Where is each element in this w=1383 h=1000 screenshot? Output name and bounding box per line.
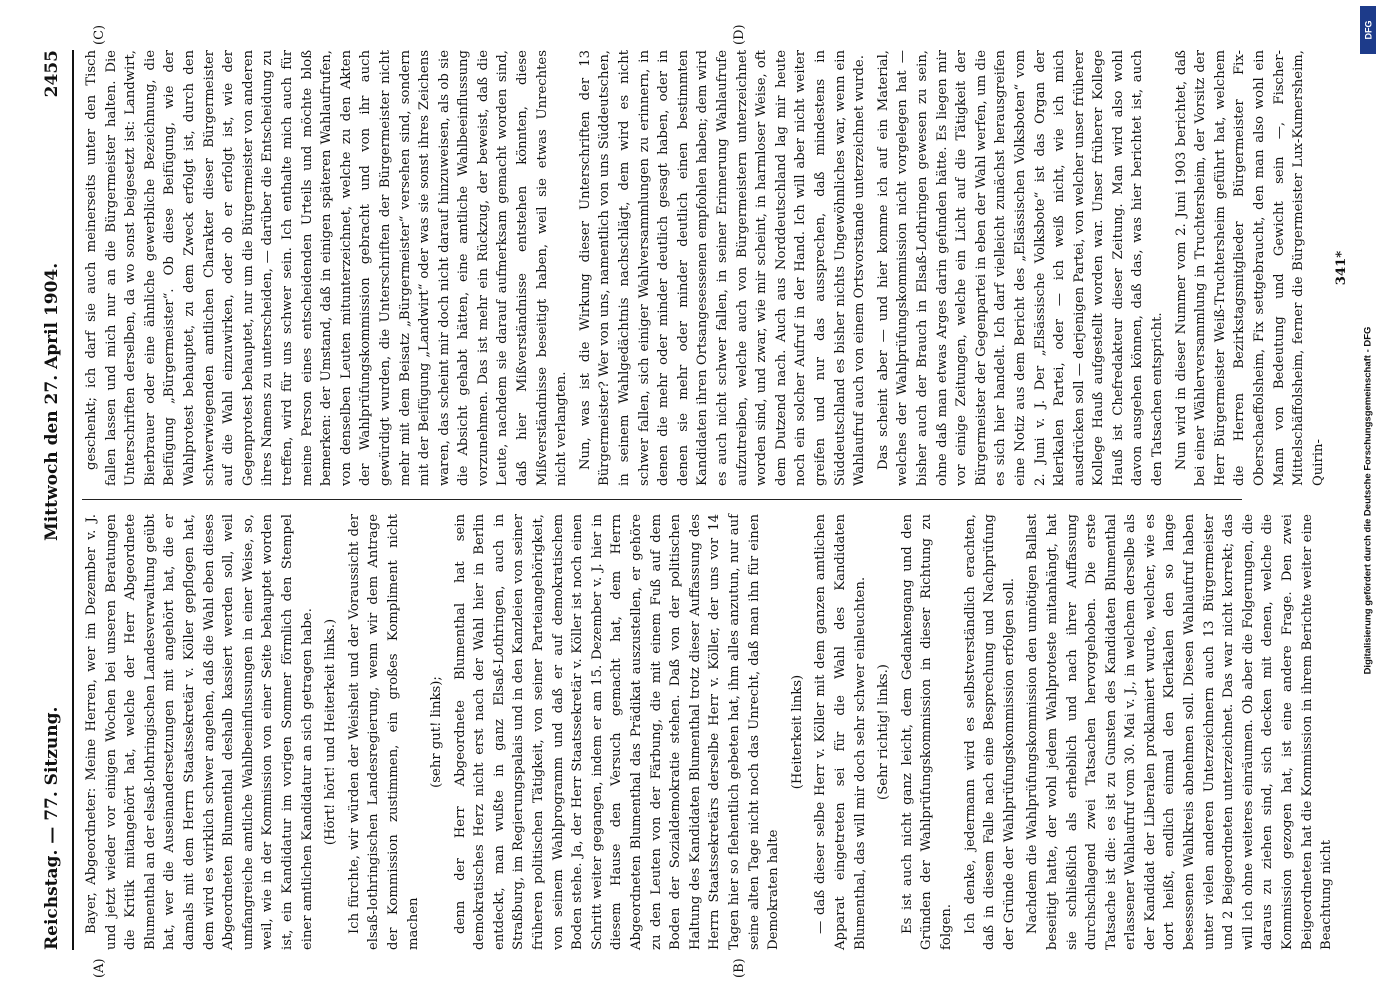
paragraph: — daß dieser selbe Herr v. Köller mit dem ganzen amtlichen Apparat eingetreten sei für die Wahl des Kandidaten Blumenthal, das will mir doch sehr schwer einleuchten. xyxy=(813,514,868,950)
left-column xyxy=(82,514,1335,950)
paragraph: Nun, was ist die Wirkung dieser Unterschriften der 13 Bürgermeister? Wer von uns, namentlich von uns Süddeutschen, in seinem Wahlgedächtnis nachschlägt, dem wird es nicht schwer fallen, sich einiger Wahlversammlungen zu erinnern, in denen die mehr oder minder deutlich gesagt haben, oder in denen sie mehr oder minder deutlich einen bestimmten Kandidaten ihren Ortsangesessenen empfohlen haben; dem wird es auch nicht schwer fallen, in seiner Erinnerung Wahlaufrufe aufzutreiben, welche auch von Bürgermeistern unterzeichnet worden sind, und zwar, wie mir scheint, in harmloser Weise, oft dem Dutzend nach. Auch aus Norddeutschland lag mir heute noch ein solcher Aufruf in der Hand. Ich will aber nicht weiter greifen und nur das aussprechen, daß mindestens in Süddeutschland es bisher nichts Ungewöhnliches war, wenn ein Wahlaufruf auch von einem Ortsvorstande unterzeichnet wurde. xyxy=(577,50,868,486)
text-columns xyxy=(82,50,1350,950)
paragraph: Nun wird in dieser Nummer vom 2. Juni 1903 berichtet, daß bei einer Wählerversammlung in Truchtersheim, der Vorsitz der Herr Bürgermeister Weiß-Truchtersheim geführt hat, welchem die Herren Bezirkstagsmitglieder Bürgermeister Fix-Oberschaeffolsheim, Fix settgebraucht, den man also wohl ein Mann von Bedeutung und Gewicht sein —, Fischer-Mittelschäffolsheim, ferner die Bürgermeister Lux-Kumersheim, Quirin- xyxy=(1173,50,1326,486)
paragraph: denn der Herr Abgeordnete Blumenthal hat sein demokratisches Herz nicht erst nach der Wahl hier in Berlin entdeckt, man wußte in ganz Elsaß-Lothringen, auch in Straßburg, im Regierungspalais und in den Kanzleien von seiner früheren politischen Tätigkeit, von seiner Parteiangehörigkeit, von seinem Wahlprogramm und daß er auf demokratischem Boden stehe. Ja, der Herr Staatssekretär v. Köller ist noch einen Schritt weiter gegangen, indem er am 15. Dezember v. J. hier in diesem Hause den Versuch gemacht hat, dem Herrn Abgeordneten Blumenthal das Prädikat auszustellen, er gehöre zu den Leuten von der Färbung, die mit einem Fuß auf dem Boden der Sozialdemokratie stehen. Daß von der politischen Haltung des Kandidaten Blumenthal trotz dieser Auffassung des Herrn Staatssekretärs derselbe Herr v. Köller, der uns vor 14 Tagen hier so flehentlich gebeten hat, ihm alles anzutun, nur auf seine alten Tage nicht noch das Unrecht, daß man ihn für einen Demokraten halte xyxy=(452,514,782,950)
interjection: (Sehr richtig! links.) xyxy=(876,664,892,800)
margin-marker-b: (B) xyxy=(732,958,747,978)
paragraph: Es ist auch nicht ganz leicht, dem Gedankengang und den Gründen der Wahlprüfungskommission in dieser Richtung zu folgen. xyxy=(899,514,954,950)
paragraph: Das scheint aber — und hier komme ich auf ein Material, welches der Wahlprüfungskommission nicht vorgelegen hat — bisher auch der Brauch in Elsaß-Lothringen gewesen zu sein, ohne daß man etwas Arges darin gefunden hätte. Es liegen mir vor einige Zeitungen, welche ein Licht auf die Tätigkeit der Bürgermeister der Gegenpartei in eben der Wahl werfen, um die es sich hier handelt. Ich darf vielleicht zunächst herausgreifen eine Notiz aus dem Bericht des „Elsässischen Volksboten“ vom 2. Juni v. J. Der „Elsässische Volksbote“ ist das Organ der klerikalen Partei, oder — ich weiß nicht, wie ich mich ausdrücken soll — derjenigen Partei, von welcher unser früherer Kollege Hauß aufgestellt worden war. Unser früherer Kollege Hauß ist Chefredakteur dieser Zeitung. Man wird also wohl davon ausgehen können, daß das, was hier berichtet ist, auch den Tatsachen entspricht. xyxy=(875,50,1166,486)
header-date: Mittwoch den 27. April 1904. xyxy=(42,262,62,542)
interjection: (Heiterkeit links) xyxy=(789,674,805,790)
digitization-note-text: Digitalisierung gefördert durch die Deutsche Forschungsgemeinschaft - DFG xyxy=(1362,326,1374,674)
page-header xyxy=(32,50,74,950)
header-page-number: 2455 xyxy=(42,50,62,98)
header-session: Reichstag. — 77. Sitzung. xyxy=(42,706,62,950)
interjection: (Hört! hört! und Heiterkeit links.) xyxy=(323,618,339,846)
paragraph: Ich denke, jedermann wird es selbstverständlich erachten, daß in diesem Falle nach eine Besprechung und Nachprüfung der Gründe der Wahlprüfungskommission erfolgen soll. xyxy=(962,514,1017,950)
paragraph: Ich fürchte, wir würden der Weisheit und der Voraussicht der elsaß-lothringischen Landesregierung, wenn wir dem Antrage der Kommission zustimmen, ein großes Kompliment nicht machen xyxy=(346,514,421,950)
paragraph: geschenkt; ich darf sie auch meinerseits unter den Tisch fallen lassen und mich nur an die Bürgermeister halten. Die Unterschriften derselben, da wo sonst beigesetzt ist: Landwirt, Bierbrauer oder eine ähnliche gewerbliche Bezeichnung, die Beifügung „Bürgermeister“. Ob diese Beifügung, wie der Wahlprotest behauptet, zu dem Zweck erfolgt ist, durch den schwerwiegenden amtlichen Charakter dieser Bürgermeister auf die Wahl einzuwirken, oder ob er erfolgt ist, wie der Gegenprotest behauptet, nur um die Bürgermeister von anderen ihres Namens zu unterscheiden, — darüber die Entscheidung zu treffen, wird für uns schwer sein. Ich enthalte mich auch für meine Person eines entscheidenden Urteils und möchte bloß bemerken: der Umstand, daß in einigen späteren Wahlaufrufen, von denselben Leuten mitunterzeichnet, welche zu den Akten der Wahlprüfungskommission gebracht und von ihr auch gewürdigt wurden, die Unterschriften der Bürgermeister nicht mehr mit dem Beisatz „Bürgermeister“ versehen sind, sondern mit der Beifügung „Landwirt“ oder was sie sonst ihres Zeichens waren, das scheint mir doch nicht darauf hinzuweisen, als ob sie die Absicht gehabt hätten, eine amtliche Wahlbeeinflussung vorzunehmen. Das ist mehr ein Rückzug, der beweist, daß die Leute, nachdem sie darauf aufmerksam gemacht worden sind, daß hier Mißverständnisse entstehen könnten, diese Mißverständnisse beseitigt haben, weil sie etwas Unrechtes nicht verlangten. xyxy=(84,50,570,486)
digitization-note xyxy=(1353,0,1383,1000)
paragraph: Nachdem die Wahlprüfungskommission den unnötigen Ballast beseitigt hatte, der wohl jedem Wahlproteste mitanhängt, hat sie schließlich als erheblich und nach ihrer Auffassung durchschlagend zwei Tatsachen hervorgehoben. Die erste Tatsache ist die: es ist zu Gunsten des Kandidaten Blumenthal erlassener Wahlaufruf vom 30. Mai v. J., in welchem derselbe als der Kandidat der Liberalen proklamiert wurde, welcher, wie es dort heißt, endlich einmal den Klerikalen den so lange besessenen Wahlkreis abnehmen soll. Diesen Wahlaufruf haben unter vielen anderen Unterzeichnern auch 13 Bürgermeister und 2 Beigeordneten unterzeichnet. Das war nicht korrekt; das will ich ohne weiteres einräumen. Ob aber die Folgerungen, die daraus zu ziehen sind, sich decken mit denen, welche die Kommission gezogen hat, ist eine andere Frage. Den zwei Beigeordneten hat die Kommission in ihrem Berichte weiter eine Beachtung nicht xyxy=(1025,514,1335,950)
rotated-page-content xyxy=(32,24,1350,978)
dfg-logo: DFG xyxy=(1360,6,1376,54)
paragraph: Bayer, Abgeordneter: Meine Herren, wer im Dezember v. J. und jetzt wieder vor einigen Wochen bei unseren Beratungen die Kritik mitangehört hat, welche der Herr Abgeordnete Blumenthal an der elsaß-lothringischen Landesverwaltung geübt hat, wer die Auseinandersetzungen mit angehört hat, die er damals mit dem Herrn Staatssekretär v. Köller gepflogen hat, dem wird es wirklich schwer angehen, daß die Wahl eben dieses Abgeordneten Blumenthal deshalb kassiert werden soll, weil umfangreiche amtliche Wahlbeeinflussungen in einer Weise, so, weil, wie in der Kommission von einer Seite behauptet worden ist, ein Kandidatur im vorigen Sommer förmlich den Stempel einer amtlichen Kandidatur an sich getragen habe. xyxy=(84,514,315,950)
margin-marker-a: (A) xyxy=(92,958,107,978)
right-column xyxy=(82,50,1350,486)
footer-number: 341* xyxy=(1334,250,1350,286)
column-divider xyxy=(82,499,1242,500)
margin-marker-d: (D) xyxy=(732,24,747,45)
margin-marker-c: (C) xyxy=(92,24,107,45)
interjection: (sehr gut! links); xyxy=(429,676,445,788)
